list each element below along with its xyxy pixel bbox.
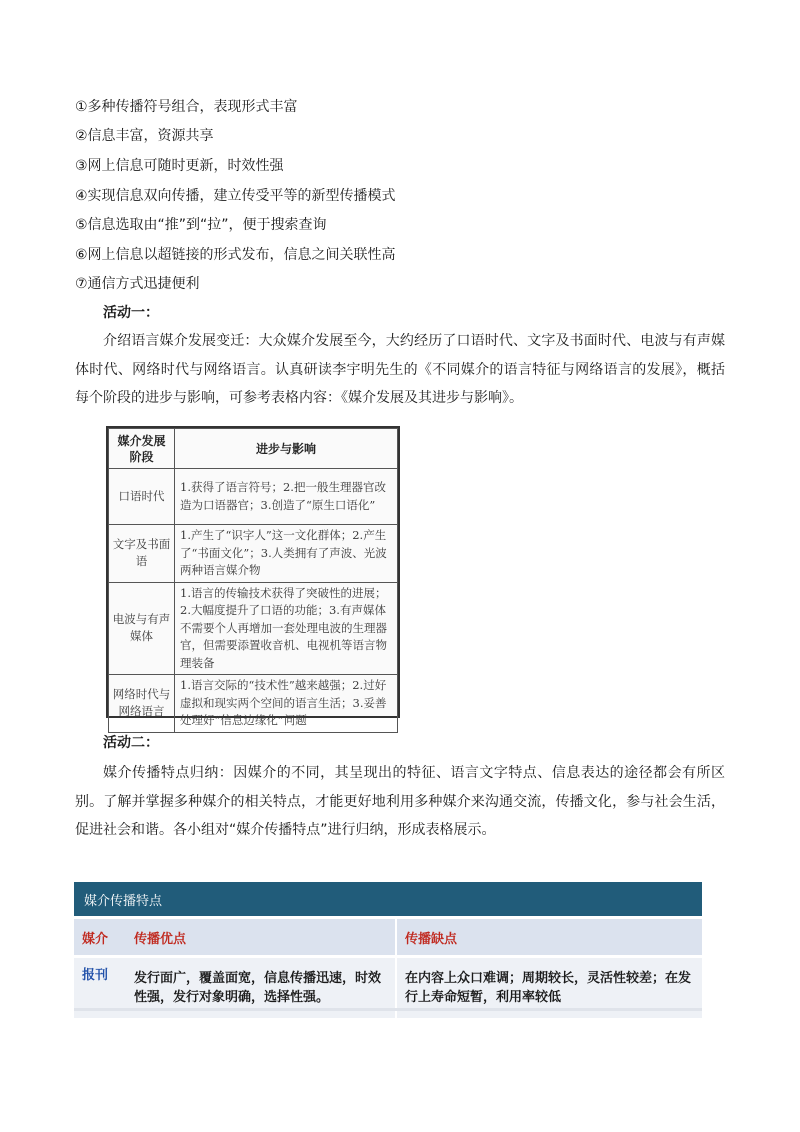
cell-media: 报刊	[74, 957, 126, 1019]
cell-pros: 发行面广，覆盖面宽，信息传播迅速，时效性强，发行对象明确，选择性强。	[126, 957, 396, 1019]
list-item: ②信息丰富，资源共享	[75, 128, 214, 144]
list-item: ③网上信息可随时更新，时效性强	[75, 158, 284, 174]
list-item: ④实现信息双向传播，建立传受平等的新型传播模式	[75, 188, 396, 204]
scan-impact: 1.获得了语言符号；2.把一般生理器官改造为口语器官；3.创造了“原生口语化”	[175, 469, 398, 525]
list-item: ⑦通信方式迅捷便利	[75, 276, 200, 292]
activity1-title: 活动一：	[103, 305, 159, 321]
scan-impact: 1.语言的传输技术获得了突破性的进展；2.大幅度提升了口语的功能；3.有声媒体不需要个人再增加一套处理电波的生理器官，但需要添置收音机、电视机等语言物理装备	[175, 582, 398, 675]
table-bottom-bar	[74, 1008, 702, 1011]
cell-cons: 在内容上众口难调；周期较长，灵活性较差；在发行上寿命短暂，利用率较低	[396, 957, 702, 1019]
media-development-table-image	[106, 426, 400, 727]
header-media: 媒介	[74, 918, 126, 957]
scan-stage: 口语时代	[109, 469, 175, 525]
list-item: ⑥网上信息以超链接的形式发布，信息之间关联性高	[75, 247, 396, 263]
scan-header-stage: 媒介发展阶段	[109, 429, 175, 469]
activity2-body: 媒介传播特点归纳：因媒介的不同，其呈现出的特征、语言文字特点、信息表达的途径都会有所区别。了解并掌握多种媒介的相关特点，才能更好地利用多种媒介来沟通交流，传播文化，参与社会生活，促进社会和谐。各小组对“媒介传播特点”进行归纳，形成表格展示。	[75, 765, 725, 838]
header-pros: 传播优点	[126, 918, 396, 957]
scan-impact: 1.产生了“识字人”这一文化群体；2.产生了“书面文化”；3.人类拥有了声波、光波两种语言媒介物	[175, 525, 398, 583]
media-characteristics-table	[74, 882, 702, 1018]
scan-header-impact: 进步与影响	[175, 429, 398, 469]
list-item: ⑤信息选取由“推”到“拉”，便于搜索查询	[75, 217, 327, 233]
scan-stage: 网络时代与网络语言	[109, 675, 175, 733]
list-item: ①多种传播符号组合，表现形式丰富	[75, 99, 298, 115]
scan-stage: 电波与有声媒体	[109, 582, 175, 675]
scan-stage: 文字及书面语	[109, 525, 175, 583]
header-cons: 传播缺点	[396, 918, 702, 957]
activity2-title: 活动二：	[103, 735, 159, 751]
table-title: 媒介传播特点	[74, 882, 702, 918]
scan-impact: 1.语言交际的“技术性”越来越强；2.过好虚拟和现实两个空间的语言生活；3.妥善处理好“信息边缘化”问题	[175, 675, 398, 733]
activity1-body: 介绍语言媒介发展变迁：大众媒介发展至今，大约经历了口语时代、文字及书面时代、电波与有声媒体时代、网络时代与网络语言。认真研读李宇明先生的《不同媒介的语言特征与网络语言的发展》，概括每个阶段的进步与影响，可参考表格内容：《媒介发展及其进步与影响》。	[75, 333, 725, 406]
